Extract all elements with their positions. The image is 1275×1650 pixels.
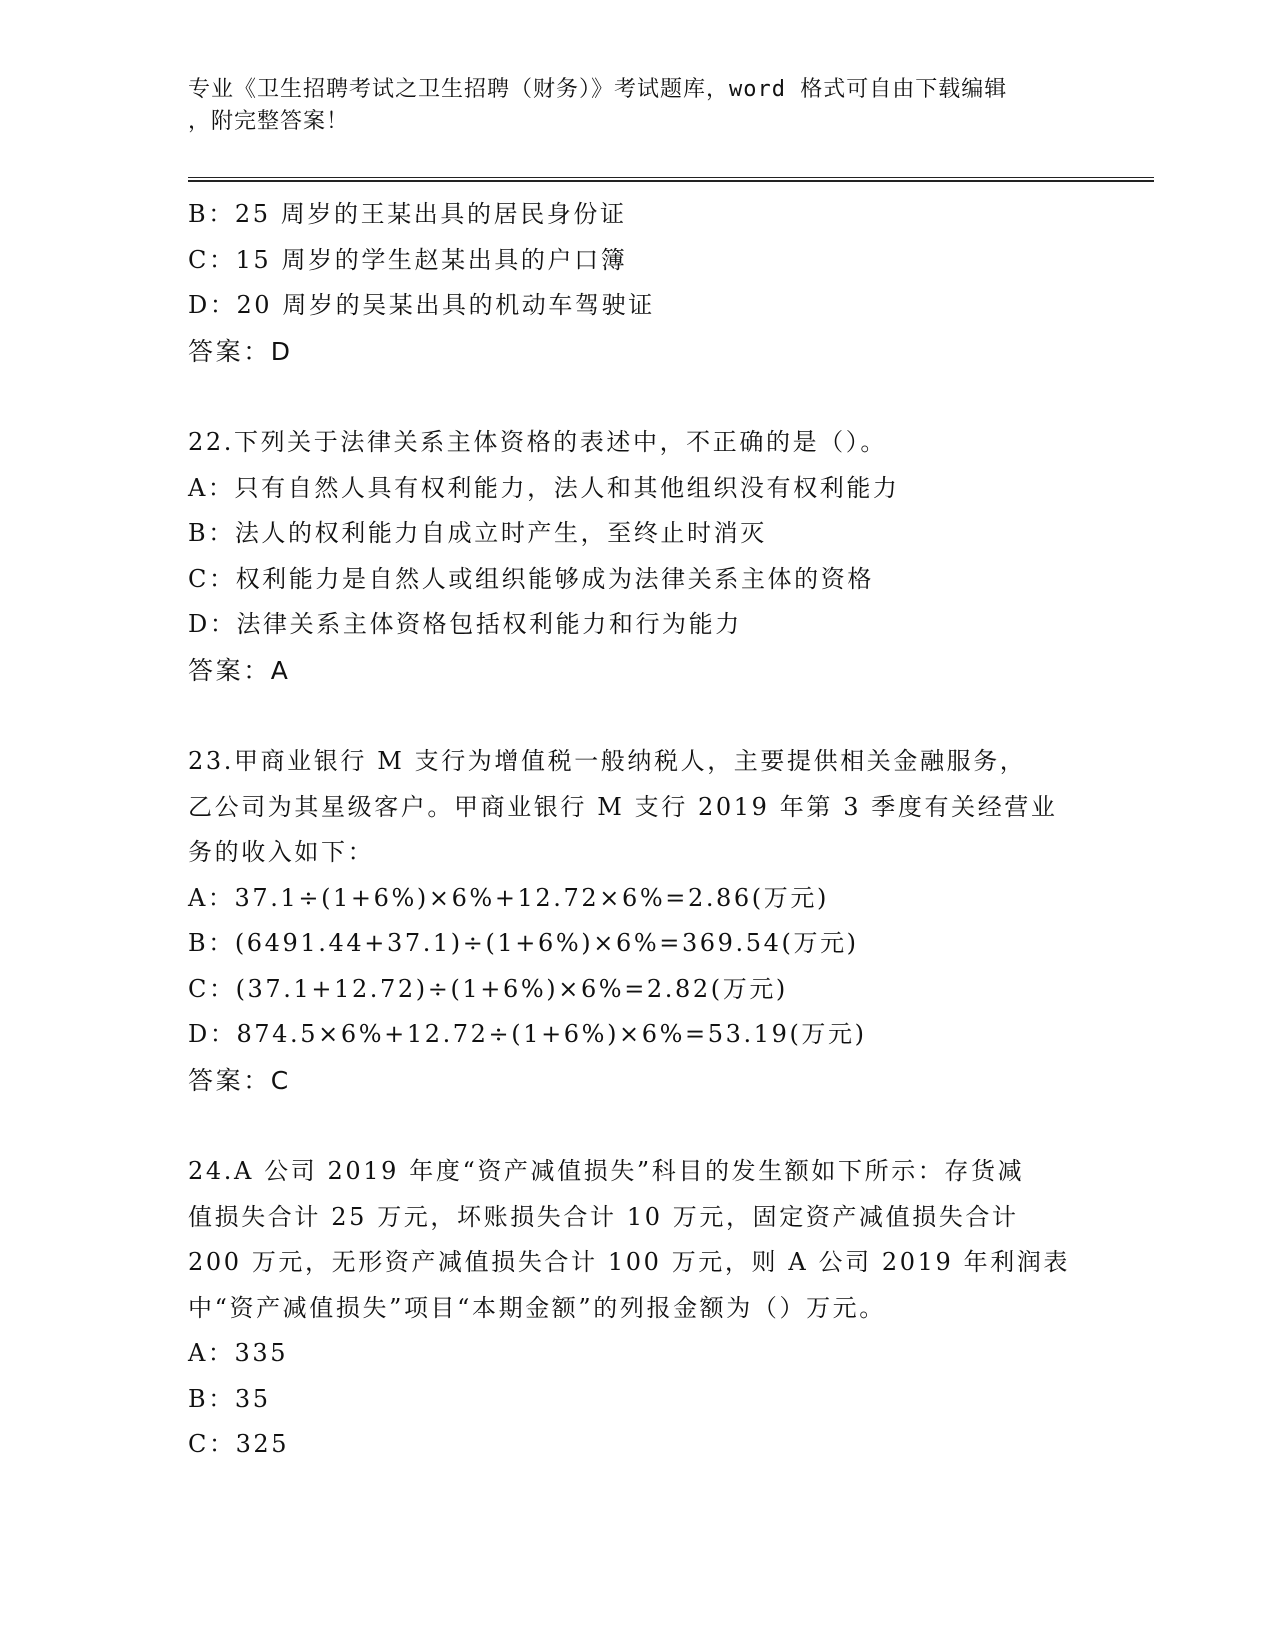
q22-option-d: D：法律关系主体资格包括权利能力和行为能力 bbox=[188, 610, 742, 638]
header-rule-thin bbox=[188, 177, 1154, 178]
spacer bbox=[188, 693, 1088, 739]
question-23 bbox=[188, 739, 1088, 1103]
q22-option-b: B：法人的权利能力自成立时产生，至终止时消灭 bbox=[188, 519, 767, 547]
q22-stem: 22.下列关于法律关系主体资格的表述中，不正确的是（）。 bbox=[188, 428, 887, 456]
question-21 bbox=[188, 192, 1088, 374]
q23-option-b: B：(6491.44+37.1)÷(1+6%)×6%=369.54(万元) bbox=[188, 929, 859, 957]
q23-stem-line-1: 23.甲商业银行 M 支行为增值税一般纳税人，主要提供相关金融服务， bbox=[188, 747, 1027, 775]
q24-option-b: B：35 bbox=[188, 1384, 271, 1413]
q24-stem-line-4: 中“资产减值损失”项目“本期金额”的列报金额为（）万元。 bbox=[188, 1293, 886, 1322]
spacer bbox=[188, 1103, 1088, 1149]
q21-option-b: B：25 周岁的王某出具的居民身份证 bbox=[188, 200, 627, 228]
header-line-2: ，附完整答案！ bbox=[188, 109, 350, 134]
q23-option-c: C：(37.1+12.72)÷(1+6%)×6%=2.82(万元) bbox=[188, 974, 788, 1003]
q24-stem-line-2: 值损失合计 25 万元，坏账损失合计 10 万元，固定资产减值损失合计 bbox=[188, 1202, 1019, 1231]
q23-option-a: A：37.1÷(1+6%)×6%+12.72×6%=2.86(万元) bbox=[188, 883, 829, 912]
page-header bbox=[188, 74, 1088, 138]
q24-stem-line-3: 200 万元，无形资产减值损失合计 100 万元，则 A 公司 2019 年利润表 bbox=[188, 1248, 1071, 1276]
q23-stem-line-2: 乙公司为其星级客户。甲商业银行 M 支行 2019 年第 3 季度有关经营业 bbox=[188, 792, 1058, 821]
q24-option-a: A：335 bbox=[188, 1339, 289, 1367]
question-body bbox=[188, 192, 1088, 1468]
header-rule-thick bbox=[188, 180, 1154, 182]
question-24 bbox=[188, 1149, 1088, 1468]
q24-option-c: C：325 bbox=[188, 1430, 290, 1458]
q21-option-c: C：15 周岁的学生赵某出具的户口簿 bbox=[188, 245, 628, 274]
q21-option-d: D：20 周岁的吴某出具的机动车驾驶证 bbox=[188, 291, 655, 319]
question-22 bbox=[188, 420, 1088, 693]
header-line-1: 专业《卫生招聘考试之卫生招聘（财务）》考试题库，word 格式可自由下载编辑 bbox=[188, 77, 1008, 102]
q22-option-c: C：权利能力是自然人或组织能够成为法律关系主体的资格 bbox=[188, 564, 874, 593]
q21-answer: 答案：D bbox=[188, 336, 293, 366]
q22-answer: 答案：A bbox=[188, 655, 291, 685]
q23-option-d: D：874.5×6%+12.72÷(1+6%)×6%=53.19(万元) bbox=[188, 1020, 867, 1048]
q23-answer: 答案：C bbox=[188, 1065, 291, 1095]
q22-option-a: A：只有自然人具有权利能力，法人和其他组织没有权利能力 bbox=[188, 473, 900, 502]
q24-stem-line-1: 24.A 公司 2019 年度“资产减值损失”科目的发生额如下所示：存货减 bbox=[188, 1157, 1025, 1185]
spacer bbox=[188, 374, 1088, 420]
q23-stem-line-3: 务的收入如下： bbox=[188, 838, 375, 866]
